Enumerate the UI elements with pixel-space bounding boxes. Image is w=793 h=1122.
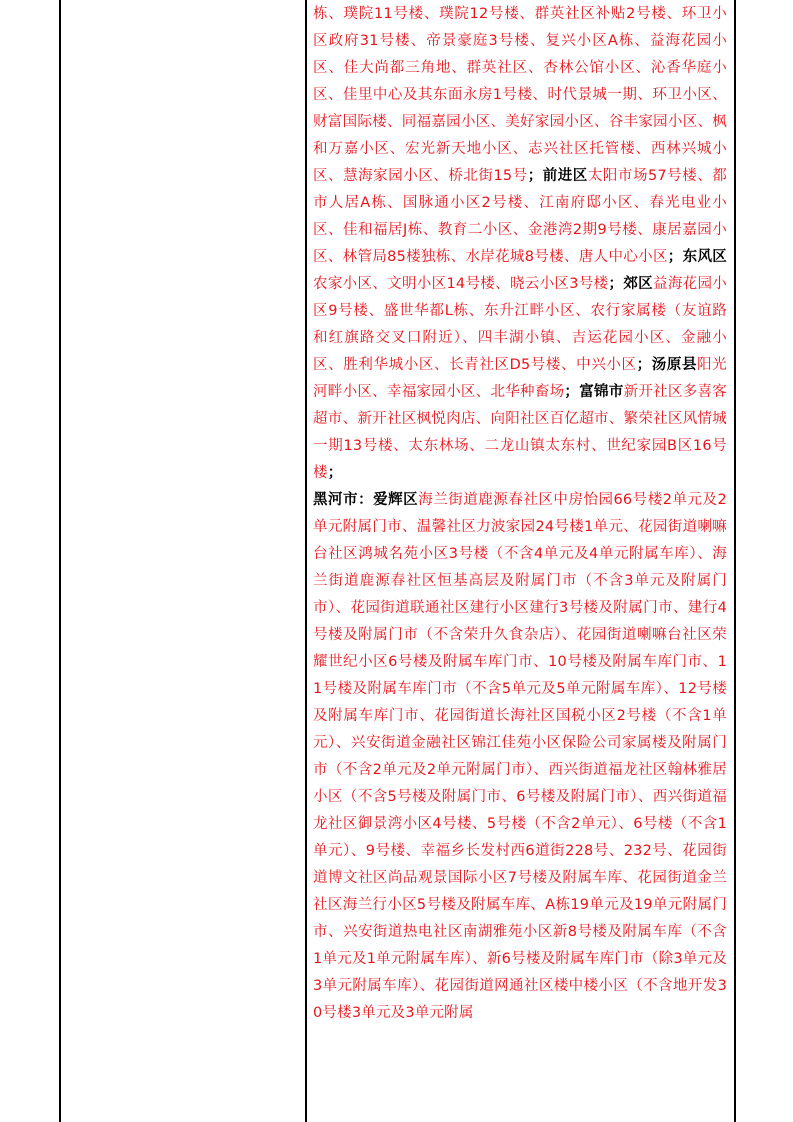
region-heading: ； [667,249,683,265]
region-heading: ； [564,384,580,400]
location-list: 海兰街道鹿源春社区中房怡园66号楼2单元及2单元附属门市、温馨社区力波家园24号楼1单元、花园街道喇嘛台社区鸿城名苑小区3号楼（不含4单元及4单元附属车库）、海兰街道鹿源春社区恒基高层及附属门市（不含3单元及附属门市）、花园街道联通社区建行小区建行3号楼及附属门市、建行4号楼及附属门市（不含荣升久食杂店）、花园街道喇嘛台社区荣耀世纪小区6号楼及附属车库门市、10号楼及附属车库门市、11号楼及附属车库门市（不含5单元及5单元附属车库）、12号楼及附属车库门市、花园街道长海社区国税小区2号楼（不含1单元）、兴安街道金融社区锦江佳苑小区保险公司家属楼及附属门市（不含2单元及2单元附属门市）、西兴街道福龙社区翰林雅居小区（不含5号楼及附属门市、6号楼及附属门市）、西兴街道福龙社区御景湾小区4号楼、5号楼（不含2单元）、6号楼（不含1单元）、9号楼、幸福乡长发村西6道街228号、232号、花园街道博文社区尚品观景国际小区7号楼及附属车库、花园街道金兰社区海兰行小区5号楼及附属车库、A栋19单元及19单元附属门市、兴安街道热电社区南湖雅苑小区新8号楼及附属车库（不含1单元及1单元附属车库）、新6号楼及附属车库门市（除3单元及3单元附属车库）、花园街道网通社区楼中楼小区（不含地开发30号楼3单元及3单元附属 [313,492,727,1021]
region-heading: 黑河市： [313,492,374,508]
paragraph [313,1,727,487]
paragraph [313,487,727,1027]
region-heading: 爱辉区 [373,492,419,508]
region-heading: 郊区 [623,276,653,292]
table-border-left [59,0,61,1122]
location-list: 阳光河畔小区、幸福家园小区、北华种畜场 [313,357,727,400]
location-list: 益海花园小区9号楼、盛世华都L栋、东升江畔小区、农行家属楼（友谊路和红旗路交叉口附近）、四丰湖小镇、吉运花园小区、金融小区、胜利华城小区、长青社区D5号楼、中兴小区 [313,276,728,373]
region-heading: 东风区 [682,249,727,265]
table-border-middle [305,0,307,1122]
region-heading: ； [527,168,543,184]
location-list: 农家小区、文明小区14号楼、晓云小区3号楼 [313,276,609,292]
region-heading: 富锦市 [579,384,624,400]
region-heading: ； [608,276,624,292]
location-list: 太阳市场57号楼、都市人居A栋、国脉通小区2号楼、江南府邸小区、春光电业小区、佳和福居J栋、教育二小区、金港湾2期9号楼、康居嘉园小区、林管局85楼独栋、水岸花城8号楼、唐人中心小区 [313,168,727,265]
region-heading: 前进区 [542,168,588,184]
table-border-right [734,0,736,1122]
location-list: 新开社区多喜客超市、新开社区枫悦肉店、向阳社区百亿超市、繁荣社区风情城一期13号楼、太东林场、二龙山镇太东村、世纪家园B区16号楼 [313,384,727,481]
location-list: 栋、璞院11号楼、璞院12号楼、群英社区补贴2号楼、环卫小区政府31号楼、帝景豪庭3号楼、复兴小区A栋、益海花园小区、佳大尚都三角地、群英社区、杏林公馆小区、沁香华庭小区、佳里中心及其东面永房1号楼、时代景城一期、环卫小区、财富国际楼、同福嘉园小区、美好家园小区、谷丰家园小区、枫和万嘉小区、宏光新天地小区、志兴社区托管楼、西林兴城小区、慧海家园小区、桥北街15号 [313,6,727,184]
region-heading: ； [636,357,652,373]
affected-areas-cell [313,0,727,1027]
region-heading: ； [327,465,343,481]
region-heading: 汤原县 [651,357,698,373]
